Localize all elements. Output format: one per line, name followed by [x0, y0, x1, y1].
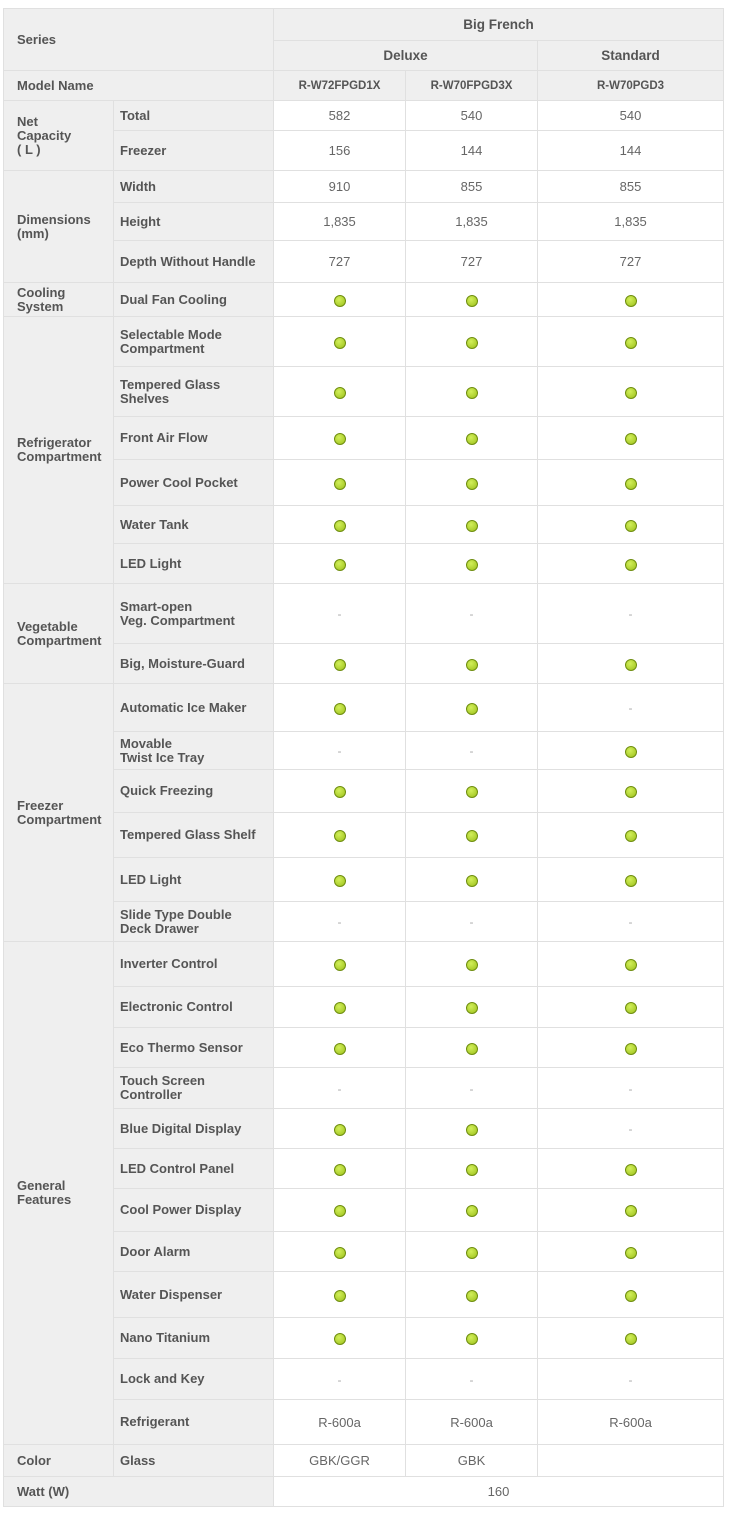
available-dot-icon — [625, 1043, 637, 1055]
available-dot-icon — [334, 337, 346, 349]
available-dot-icon — [334, 1002, 346, 1014]
feature-supported-cell — [538, 460, 724, 506]
spec-table — [3, 8, 724, 1507]
feature-supported-cell — [538, 813, 724, 858]
feature-supported-cell — [538, 644, 724, 684]
table-row — [4, 584, 724, 644]
feature-label: Refrigerant — [114, 1400, 274, 1445]
feature-unavailable-cell — [406, 732, 538, 770]
feature-unavailable-cell — [538, 684, 724, 732]
available-dot-icon — [466, 337, 478, 349]
spec-value-cell: 156 — [274, 131, 406, 171]
available-dot-icon — [466, 387, 478, 399]
feature-supported-cell — [406, 644, 538, 684]
feature-label: Glass — [114, 1445, 274, 1477]
spec-value-cell: 144 — [538, 131, 724, 171]
available-dot-icon — [334, 295, 346, 307]
unavailable-mark: - — [337, 607, 342, 621]
available-dot-icon — [334, 1290, 346, 1302]
feature-supported-cell — [538, 1318, 724, 1359]
group-label: Color — [4, 1445, 114, 1477]
available-dot-icon — [466, 786, 478, 798]
unavailable-mark: - — [337, 1081, 342, 1096]
feature-supported-cell — [274, 1318, 406, 1359]
available-dot-icon — [334, 786, 346, 798]
group-label: General Features — [4, 942, 114, 1445]
spec-value-cell: 1,835 — [538, 203, 724, 241]
unavailable-mark: - — [628, 1372, 633, 1387]
available-dot-icon — [625, 337, 637, 349]
available-dot-icon — [625, 433, 637, 445]
spec-value-cell: 1,835 — [274, 203, 406, 241]
spec-value-cell: R-600a — [274, 1400, 406, 1445]
feature-supported-cell — [406, 1189, 538, 1232]
spec-value-cell: 855 — [538, 171, 724, 203]
feature-unavailable-cell — [538, 584, 724, 644]
spec-value-cell: GBK/GGR — [274, 1445, 406, 1477]
feature-label: Slide Type Double Deck Drawer — [114, 902, 274, 942]
feature-unavailable-cell — [274, 1359, 406, 1400]
group-label: Cooling System — [4, 283, 114, 317]
feature-supported-cell — [406, 942, 538, 987]
feature-label: Tempered Glass Shelves — [114, 367, 274, 417]
feature-label: Selectable Mode Compartment — [114, 317, 274, 367]
feature-unavailable-cell — [538, 1109, 724, 1149]
feature-supported-cell — [406, 367, 538, 417]
feature-supported-cell — [406, 1028, 538, 1068]
feature-label: Cool Power Display — [114, 1189, 274, 1232]
feature-supported-cell — [274, 283, 406, 317]
feature-supported-cell — [406, 684, 538, 732]
unavailable-mark: - — [628, 1081, 633, 1096]
feature-label: LED Control Panel — [114, 1149, 274, 1189]
feature-unavailable-cell — [406, 1359, 538, 1400]
feature-supported-cell — [538, 1272, 724, 1318]
available-dot-icon — [466, 559, 478, 571]
spec-value-cell: 727 — [406, 241, 538, 283]
feature-supported-cell — [274, 367, 406, 417]
group-label: Net Capacity ( L ) — [4, 101, 114, 171]
feature-supported-cell — [538, 544, 724, 584]
available-dot-icon — [334, 959, 346, 971]
table-row — [4, 942, 724, 987]
feature-supported-cell — [538, 858, 724, 902]
available-dot-icon — [625, 659, 637, 671]
table-row — [4, 171, 724, 203]
feature-unavailable-cell — [406, 584, 538, 644]
available-dot-icon — [625, 559, 637, 571]
feature-supported-cell — [406, 987, 538, 1028]
feature-supported-cell — [538, 987, 724, 1028]
spec-table-body — [4, 9, 724, 1507]
feature-label: Nano Titanium — [114, 1318, 274, 1359]
feature-supported-cell — [274, 1028, 406, 1068]
feature-unavailable-cell — [274, 902, 406, 942]
available-dot-icon — [334, 875, 346, 887]
feature-supported-cell — [406, 1272, 538, 1318]
available-dot-icon — [625, 1290, 637, 1302]
available-dot-icon — [625, 1002, 637, 1014]
feature-supported-cell — [538, 317, 724, 367]
available-dot-icon — [334, 1043, 346, 1055]
spec-value-cell: 727 — [538, 241, 724, 283]
available-dot-icon — [466, 1205, 478, 1217]
feature-supported-cell — [406, 544, 538, 584]
available-dot-icon — [334, 1205, 346, 1217]
feature-supported-cell — [274, 644, 406, 684]
available-dot-icon — [334, 520, 346, 532]
available-dot-icon — [334, 1124, 346, 1136]
feature-label: Front Air Flow — [114, 417, 274, 460]
unavailable-mark: - — [469, 1372, 474, 1387]
feature-label: Quick Freezing — [114, 770, 274, 813]
series-label: Series — [4, 9, 274, 71]
feature-supported-cell — [274, 544, 406, 584]
available-dot-icon — [466, 1247, 478, 1259]
feature-label: Total — [114, 101, 274, 131]
available-dot-icon — [334, 1164, 346, 1176]
spec-value-cell: R-600a — [406, 1400, 538, 1445]
spec-value-cell: GBK — [406, 1445, 538, 1477]
available-dot-icon — [334, 1333, 346, 1345]
feature-supported-cell — [274, 1272, 406, 1318]
feature-supported-cell — [274, 684, 406, 732]
feature-label: Depth Without Handle — [114, 241, 274, 283]
available-dot-icon — [466, 1333, 478, 1345]
available-dot-icon — [625, 959, 637, 971]
feature-supported-cell — [406, 460, 538, 506]
available-dot-icon — [466, 295, 478, 307]
available-dot-icon — [334, 433, 346, 445]
feature-unavailable-cell — [538, 1359, 724, 1400]
spec-value-cell: 727 — [274, 241, 406, 283]
feature-label: Electronic Control — [114, 987, 274, 1028]
header-row-models — [4, 71, 724, 101]
feature-supported-cell — [274, 1109, 406, 1149]
available-dot-icon — [625, 478, 637, 490]
available-dot-icon — [625, 875, 637, 887]
unavailable-mark: - — [469, 744, 474, 758]
spec-value-cell: 1,835 — [406, 203, 538, 241]
group-label: Freezer Compartment — [4, 684, 114, 942]
unavailable-mark: - — [628, 915, 633, 929]
available-dot-icon — [466, 659, 478, 671]
group-label: Refrigerator Compartment — [4, 317, 114, 584]
feature-label: Smart-open Veg. Compartment — [114, 584, 274, 644]
available-dot-icon — [625, 786, 637, 798]
feature-supported-cell — [274, 1232, 406, 1272]
unavailable-mark: - — [469, 915, 474, 929]
table-row — [4, 283, 724, 317]
available-dot-icon — [334, 1247, 346, 1259]
subseries-standard: Standard — [538, 41, 724, 71]
unavailable-mark: - — [628, 701, 633, 715]
spec-value-cell: 540 — [406, 101, 538, 131]
available-dot-icon — [466, 703, 478, 715]
feature-label: Freezer — [114, 131, 274, 171]
feature-supported-cell — [406, 283, 538, 317]
subseries-deluxe: Deluxe — [274, 41, 538, 71]
available-dot-icon — [334, 659, 346, 671]
feature-supported-cell — [406, 317, 538, 367]
feature-supported-cell — [406, 1149, 538, 1189]
model-name: R-W70FPGD3X — [406, 71, 538, 101]
feature-label: Inverter Control — [114, 942, 274, 987]
available-dot-icon — [334, 478, 346, 490]
available-dot-icon — [466, 959, 478, 971]
feature-label: Tempered Glass Shelf — [114, 813, 274, 858]
available-dot-icon — [625, 1247, 637, 1259]
feature-supported-cell — [538, 283, 724, 317]
feature-supported-cell — [274, 942, 406, 987]
table-row — [4, 101, 724, 131]
feature-supported-cell — [274, 770, 406, 813]
feature-label: Automatic Ice Maker — [114, 684, 274, 732]
available-dot-icon — [625, 830, 637, 842]
feature-supported-cell — [538, 732, 724, 770]
spec-value-cell: 910 — [274, 171, 406, 203]
feature-supported-cell — [274, 317, 406, 367]
header-row-series — [4, 9, 724, 41]
series-name: Big French — [274, 9, 724, 41]
available-dot-icon — [466, 1124, 478, 1136]
spec-value-cell: 540 — [538, 101, 724, 131]
unavailable-mark: - — [628, 1122, 633, 1136]
feature-label: Big, Moisture-Guard — [114, 644, 274, 684]
model-name: R-W72FPGD1X — [274, 71, 406, 101]
feature-label: Eco Thermo Sensor — [114, 1028, 274, 1068]
available-dot-icon — [466, 1164, 478, 1176]
spec-value-cell: 144 — [406, 131, 538, 171]
feature-supported-cell — [538, 417, 724, 460]
feature-supported-cell — [406, 813, 538, 858]
feature-label: LED Light — [114, 858, 274, 902]
feature-supported-cell — [406, 1232, 538, 1272]
feature-unavailable-cell — [538, 902, 724, 942]
unavailable-mark: - — [469, 607, 474, 621]
available-dot-icon — [466, 478, 478, 490]
watt-label: Watt (W) — [4, 1477, 274, 1507]
feature-supported-cell — [274, 813, 406, 858]
watt-value: 160 — [274, 1477, 724, 1507]
available-dot-icon — [334, 830, 346, 842]
feature-supported-cell — [538, 1189, 724, 1232]
available-dot-icon — [466, 830, 478, 842]
table-row — [4, 317, 724, 367]
available-dot-icon — [334, 703, 346, 715]
feature-supported-cell — [538, 1232, 724, 1272]
available-dot-icon — [334, 559, 346, 571]
feature-unavailable-cell — [406, 1068, 538, 1109]
feature-supported-cell — [274, 987, 406, 1028]
available-dot-icon — [466, 1290, 478, 1302]
feature-label: Water Dispenser — [114, 1272, 274, 1318]
available-dot-icon — [625, 520, 637, 532]
feature-supported-cell — [406, 858, 538, 902]
available-dot-icon — [625, 387, 637, 399]
feature-supported-cell — [274, 1149, 406, 1189]
feature-supported-cell — [406, 770, 538, 813]
feature-unavailable-cell — [274, 1068, 406, 1109]
model-name: R-W70PGD3 — [538, 71, 724, 101]
feature-unavailable-cell — [538, 1068, 724, 1109]
feature-supported-cell — [406, 1318, 538, 1359]
spec-value-cell: R-600a — [538, 1400, 724, 1445]
feature-label: Height — [114, 203, 274, 241]
feature-supported-cell — [538, 942, 724, 987]
feature-supported-cell — [538, 1149, 724, 1189]
feature-label: Width — [114, 171, 274, 203]
available-dot-icon — [466, 875, 478, 887]
feature-label: Blue Digital Display — [114, 1109, 274, 1149]
available-dot-icon — [625, 746, 637, 758]
available-dot-icon — [466, 433, 478, 445]
feature-supported-cell — [406, 417, 538, 460]
feature-label: Power Cool Pocket — [114, 460, 274, 506]
feature-supported-cell — [274, 460, 406, 506]
available-dot-icon — [466, 1002, 478, 1014]
unavailable-mark: - — [628, 607, 633, 621]
feature-unavailable-cell — [274, 584, 406, 644]
unavailable-mark: - — [469, 1081, 474, 1096]
feature-label: Lock and Key — [114, 1359, 274, 1400]
feature-label: Door Alarm — [114, 1232, 274, 1272]
feature-label: LED Light — [114, 544, 274, 584]
feature-unavailable-cell — [274, 732, 406, 770]
feature-supported-cell — [538, 367, 724, 417]
table-row — [4, 1477, 724, 1507]
feature-supported-cell — [274, 1189, 406, 1232]
spec-value-cell: 582 — [274, 101, 406, 131]
group-label: Vegetable Compartment — [4, 584, 114, 684]
available-dot-icon — [625, 1333, 637, 1345]
available-dot-icon — [625, 1164, 637, 1176]
available-dot-icon — [625, 295, 637, 307]
feature-supported-cell — [274, 506, 406, 544]
available-dot-icon — [466, 520, 478, 532]
feature-supported-cell — [406, 1109, 538, 1149]
feature-supported-cell — [538, 770, 724, 813]
feature-label: Dual Fan Cooling — [114, 283, 274, 317]
feature-supported-cell — [274, 417, 406, 460]
unavailable-mark: - — [337, 1372, 342, 1387]
table-row — [4, 1445, 724, 1477]
group-label: Dimensions (mm) — [4, 171, 114, 283]
feature-supported-cell — [274, 858, 406, 902]
empty-cell — [538, 1445, 724, 1477]
feature-supported-cell — [406, 506, 538, 544]
feature-label: Movable Twist Ice Tray — [114, 732, 274, 770]
available-dot-icon — [334, 387, 346, 399]
model-label: Model Name — [4, 71, 274, 101]
feature-supported-cell — [538, 506, 724, 544]
feature-label: Touch Screen Controller — [114, 1068, 274, 1109]
available-dot-icon — [625, 1205, 637, 1217]
unavailable-mark: - — [337, 744, 342, 758]
unavailable-mark: - — [337, 915, 342, 929]
spec-value-cell: 855 — [406, 171, 538, 203]
feature-unavailable-cell — [406, 902, 538, 942]
feature-label: Water Tank — [114, 506, 274, 544]
available-dot-icon — [466, 1043, 478, 1055]
table-row — [4, 684, 724, 732]
feature-supported-cell — [538, 1028, 724, 1068]
